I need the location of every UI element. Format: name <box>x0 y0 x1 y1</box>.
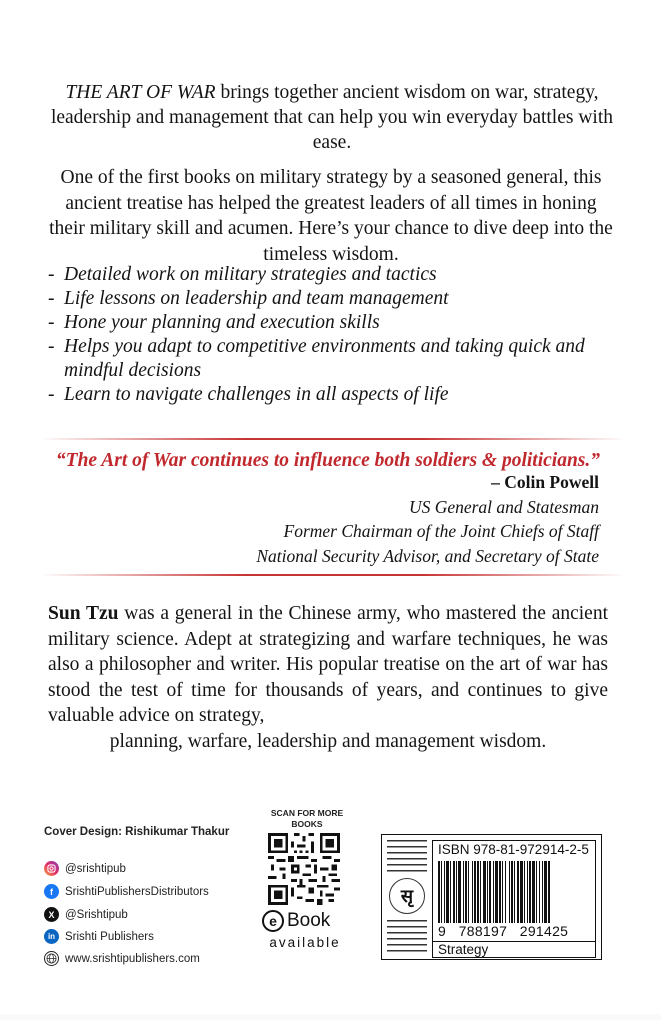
qr-code[interactable] <box>268 833 340 905</box>
author-role: Former Chairman of the Joint Chiefs of Staff <box>283 521 599 541</box>
quote-author: – Colin Powell <box>491 472 599 492</box>
cover-design-credit: Cover Design: Rishikumar Thakur <box>44 826 230 838</box>
ebook-available: available <box>269 935 341 950</box>
social-website[interactable] <box>44 951 200 966</box>
social-label: SrishtiPublishersDistributors <box>65 885 209 898</box>
book-category: Strategy <box>438 942 489 957</box>
social-x[interactable] <box>44 907 128 922</box>
list-item <box>48 335 608 383</box>
social-instagram[interactable] <box>44 861 126 876</box>
qr-caption: SCAN FOR MORE BOOKS <box>270 808 344 829</box>
list-item-text: Hone your planning and execution skills <box>64 312 380 333</box>
list-item-text: Detailed work on military strategies and tactics <box>64 264 437 285</box>
bullet-dash: - <box>48 312 55 333</box>
social-label: @Srishtipub <box>65 908 128 921</box>
list-item <box>48 263 608 287</box>
quote-attribution <box>256 470 599 568</box>
isbn-number: ISBN 978-81-972914-2-5 <box>438 842 589 857</box>
page-bottom-edge <box>0 1014 661 1020</box>
intro-text: brings together ancient wisdom on war, strategy, leadership and management that can help you win everyday battles with ease. <box>50 82 614 153</box>
x-icon: X <box>44 907 59 922</box>
top-divider <box>40 438 626 440</box>
ebook-e-icon: e <box>262 910 284 932</box>
ebook-word: Book <box>287 910 331 931</box>
list-item <box>48 287 608 311</box>
bullet-dash: - <box>48 384 55 405</box>
globe-icon <box>44 951 59 966</box>
description-paragraph: One of the first books on military strategy by a seasoned general, this ancient treatise has helped the greatest leaders of all times in honing their military skill and acumen. Here’s your chance to dive deep into the timeless wisdom. <box>49 167 613 265</box>
ebook-badge <box>262 910 330 932</box>
list-item <box>48 311 608 335</box>
bullet-dash: - <box>48 288 55 309</box>
feature-list <box>48 263 608 407</box>
list-item-text: Learn to navigate challenges in all aspects of life <box>64 384 449 405</box>
author-bio <box>48 601 608 754</box>
list-item-text: Life lessons on leadership and team management <box>64 288 449 309</box>
bottom-divider <box>40 574 626 576</box>
social-linkedin[interactable] <box>44 929 154 944</box>
bullet-dash: - <box>48 336 55 357</box>
barcode-bars[interactable] <box>438 861 596 923</box>
bio-last-line: planning, warfare, leadership and management wisdom. <box>109 730 547 752</box>
bullet-dash: - <box>48 264 55 285</box>
social-facebook[interactable] <box>44 884 209 899</box>
book-title: THE ART OF WAR <box>65 82 216 103</box>
publisher-logo: सृ <box>389 878 425 914</box>
facebook-icon: f <box>44 884 59 899</box>
linkedin-icon: in <box>44 929 59 944</box>
social-label: @srishtipub <box>65 862 126 875</box>
barcode-digits: 9 788197 291425 <box>438 923 569 939</box>
author-role: National Security Advisor, and Secretary of State <box>256 545 599 566</box>
instagram-icon <box>44 861 59 876</box>
intro-paragraph <box>40 80 624 155</box>
social-label: www.srishtipublishers.com <box>65 952 200 965</box>
author-name: Sun Tzu <box>48 603 119 624</box>
quote-text: “The Art of War continues to influence both soldiers & politicians.” <box>55 450 600 471</box>
list-item <box>48 383 608 407</box>
author-role: US General and Statesman <box>408 496 599 517</box>
list-item-text: Helps you adapt to competitive environments and taking quick and mindful decisions <box>64 336 585 381</box>
bio-text: was a general in the Chinese army, who mastered the ancient military science. Adept at strategizing and warfare techniques, he was also a philosopher and writer. His popular treatise on the art of war has stood the test of time for thousands of years, and continues to give valuable advice on strategy, <box>48 603 608 726</box>
social-label: Srishti Publishers <box>65 930 154 943</box>
